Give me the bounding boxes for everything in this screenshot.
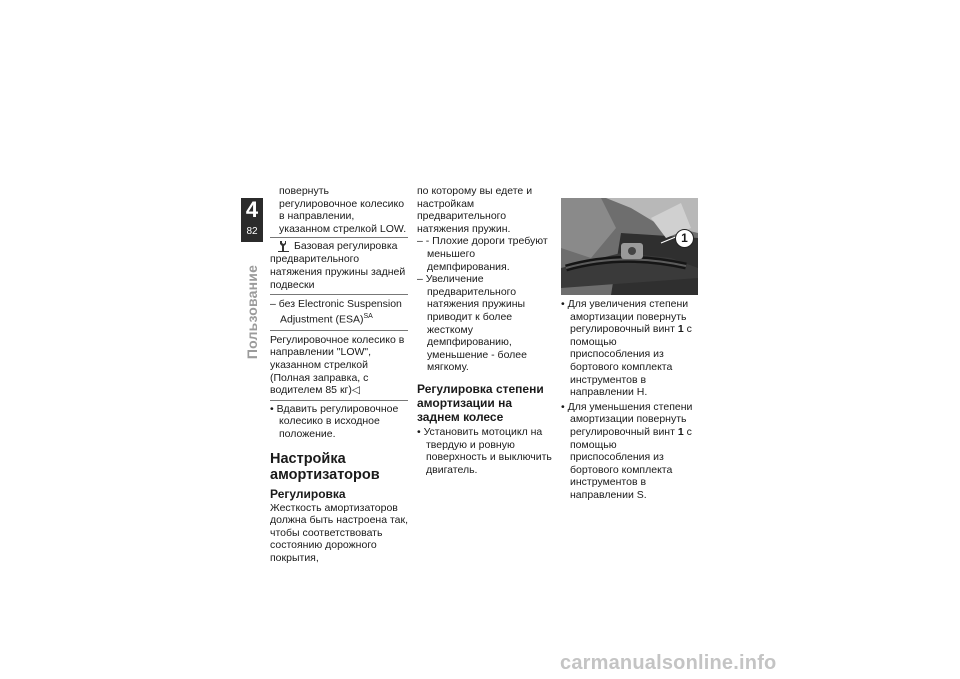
shock-absorber-illustration <box>561 198 698 295</box>
col2-dash-2-text: Увеличение предварительного натяжения пружины приводит к более жесткому демпфированию, уменьшение - более мягкому. <box>425 273 527 374</box>
col1-bullet-text: Вдавить регулировочное колесико в исходное положение. <box>276 402 399 440</box>
col3-bullet-2-text-b: с помощью приспособления из бортового комплекта инструментов в направлении S. <box>570 425 692 501</box>
col2-dash-1-text: - Плохие дороги требуют меньшего демпфирования. <box>425 235 548 273</box>
wrench-icon <box>278 240 289 253</box>
shock-absorber-photo <box>561 198 698 295</box>
col2-dash-1: – - Плохие дороги требуют меньшего демпфирования. <box>417 235 548 273</box>
note-condition-text: без Electronic Suspension Adjustment (ESA) <box>278 298 402 326</box>
note-body: Регулировочное колесико в направлении "LOW", указанном стрелкой (Полная заправка, с водителем 85 кг)◁ <box>270 334 408 401</box>
section-heading: Настройка амортизаторов <box>270 450 380 483</box>
adjustment-note <box>270 237 408 295</box>
chapter-title: Пользование <box>244 264 260 360</box>
rear-damping-heading: Регулировка степени амортизации на заднем колесе <box>417 381 544 424</box>
column-2 <box>417 185 553 476</box>
column-1 <box>270 185 408 565</box>
note-title: Базовая регулировка предварительного натяжения пружины задней подвески <box>270 240 406 291</box>
col1-intro: повернуть регулировочное колесико в направлении, указанном стрелкой LOW. <box>279 185 407 235</box>
col3-bullet-2-num: 1 <box>677 425 684 438</box>
col2-bullet: • Установить мотоцикл на твердую и ровную поверхность и выключить двигатель. <box>417 425 552 476</box>
col3-bullet-1-num: 1 <box>677 323 684 336</box>
col3-bullet-1-text-a: Для увеличения степени амортизации повернуть регулировочный винт <box>567 298 689 336</box>
col1-bullet: • Вдавить регулировочное колесико в исходное положение. <box>270 402 399 440</box>
col3-bullet-1: • Для увеличения степени амортизации повернуть регулировочный винт 1 с помощью приспособления из бортового комплекта инструментов в направлении H. <box>561 298 692 399</box>
note-condition: – без Electronic Suspension Adjustment (ESA)$^{SA}$ <box>270 295 408 331</box>
col3-bullet-2-text-a: Для уменьшения степени амортизации повернуть регулировочный винт <box>567 400 693 438</box>
note-condition-sup: SA <box>363 312 373 320</box>
column-3 <box>561 296 697 502</box>
callout-1-badge <box>675 229 694 248</box>
page-number: 82 <box>246 226 258 237</box>
col2-intro: по которому вы едете и настройкам предварительного натяжения пружин. <box>417 185 533 235</box>
col3-bullet-2: • Для уменьшения степени амортизации повернуть регулировочный винт 1 с помощью приспособления из бортового комплекта инструментов в направлении S. <box>561 400 693 501</box>
col2-bullet-text: Установить мотоцикл на твердую и ровную поверхность и выключить двигатель. <box>423 425 552 476</box>
subsection-heading: Регулировка <box>270 486 346 501</box>
col1-body: Жесткость амортизаторов должна быть настроена так, чтобы соответствовать состоянию дорожного покрытия, <box>270 501 409 564</box>
col3-bullet-1-text-b: с помощью приспособления из бортового комплекта инструментов в направлении H. <box>570 323 692 399</box>
col2-dash-2: – Увеличение предварительного натяжения пружины приводит к более жесткому демпфированию, уменьшение - более мягкому. <box>417 273 527 374</box>
watermark: carmanualsonline.info <box>560 652 777 674</box>
callout-1-label: 1 <box>681 231 688 245</box>
note-header <box>270 240 408 291</box>
chapter-number: 4 <box>245 197 259 222</box>
